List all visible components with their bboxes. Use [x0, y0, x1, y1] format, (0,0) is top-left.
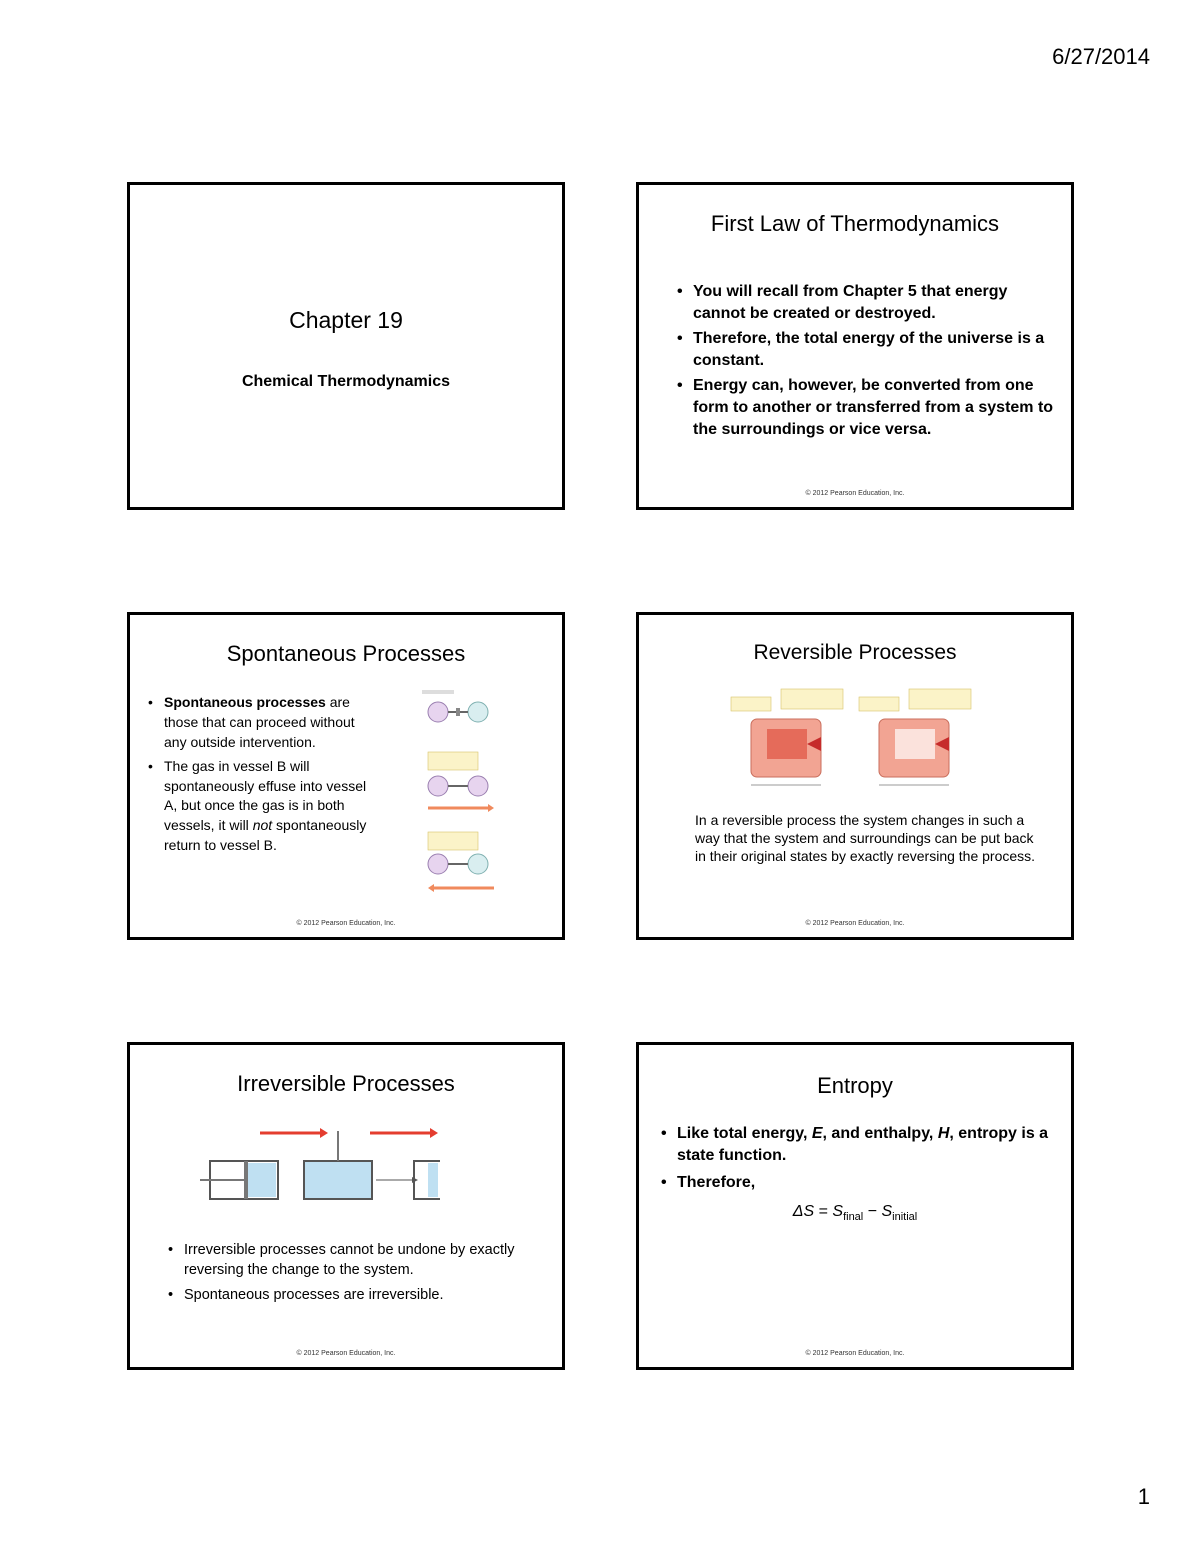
reversible-process-figure [729, 687, 979, 797]
bullet-list [675, 281, 1055, 444]
bullet-list [166, 1241, 546, 1312]
eq-equals: = [814, 1203, 833, 1220]
bullet-text: Like total energy, [677, 1125, 812, 1142]
eq-s-initial: S [881, 1203, 893, 1220]
slide-irreversible [127, 1042, 565, 1370]
bullet-item: • You will recall from Chapter 5 that energy cannot be created or destroyed. [675, 281, 1055, 324]
bullet-list [146, 693, 371, 860]
bullet-text: The gas in vessel B will spontaneously effuse into vessel A, but once the gas is in both vessels, it will [164, 757, 367, 834]
bullet-text: , and enthalpy, [822, 1125, 938, 1142]
bullet-list [659, 1123, 1059, 1200]
bullet-text: , entropy is a state function. [677, 1125, 1049, 1164]
slide-subtitle: Chemical Thermodynamics [241, 373, 451, 390]
bullet-item [146, 693, 371, 753]
copyright: © 2012 Pearson Education, Inc. [296, 1350, 396, 1357]
slide-title: Reversible Processes [753, 641, 957, 664]
bullet-item: • Spontaneous processes are irreversible. [166, 1286, 546, 1306]
copyright: © 2012 Pearson Education, Inc. [805, 920, 905, 927]
symbol-H: H [937, 1125, 950, 1142]
slide-entropy [636, 1042, 1074, 1370]
symbol-E: E [811, 1125, 823, 1142]
slide-spontaneous [127, 612, 565, 940]
copyright: © 2012 Pearson Education, Inc. [805, 1350, 905, 1357]
slide-title: Entropy [817, 1073, 893, 1098]
eq-delta-s: ΔS [792, 1203, 815, 1220]
slide-reversible [636, 612, 1074, 940]
slide-title: Chapter 19 [289, 307, 403, 333]
bullet-item: • Therefore, [659, 1172, 1059, 1194]
eq-sub-final: final [843, 1211, 864, 1224]
term-bold: Spontaneous processes [164, 694, 326, 710]
bullet-item: • Energy can, however, be converted from one form to another or transferred from a system to the surroundings or vice versa. [675, 375, 1055, 440]
bullet-item [146, 757, 371, 856]
emphasis: not [252, 817, 273, 834]
page-number: 1 [1137, 1484, 1150, 1509]
bullet-item: • Therefore, the total energy of the universe is a constant. [675, 328, 1055, 371]
piston-cylinder-figure [200, 1111, 440, 1221]
eq-minus: − [863, 1203, 882, 1220]
copyright: © 2012 Pearson Education, Inc. [805, 490, 905, 497]
eq-sub-initial: initial [892, 1211, 918, 1224]
slide-title: Spontaneous Processes [226, 641, 466, 666]
gas-vessels-figure [420, 690, 500, 905]
page-date: 6/27/2014 [1052, 44, 1150, 69]
copyright: © 2012 Pearson Education, Inc. [296, 920, 396, 927]
paragraph: In a reversible process the system changes in such a way that the system and surroundings can be put back in their original states by exactly reversing the process. [695, 812, 1036, 865]
slide-title: First Law of Thermodynamics [710, 211, 1000, 236]
eq-s-final: S [832, 1203, 844, 1220]
bullet-text: spontaneously return to vessel B. [164, 817, 367, 854]
slide-title: Irreversible Processes [237, 1071, 455, 1096]
bullet-item: • Irreversible processes cannot be undone by exactly reversing the change to the system. [166, 1241, 546, 1280]
entropy-equation [639, 1203, 1071, 1223]
bullet-item [659, 1123, 1059, 1166]
slide-chapter-title [127, 182, 565, 510]
slide-first-law [636, 182, 1074, 510]
bullet-text: are those that can proceed without any outside intervention. [164, 694, 355, 750]
